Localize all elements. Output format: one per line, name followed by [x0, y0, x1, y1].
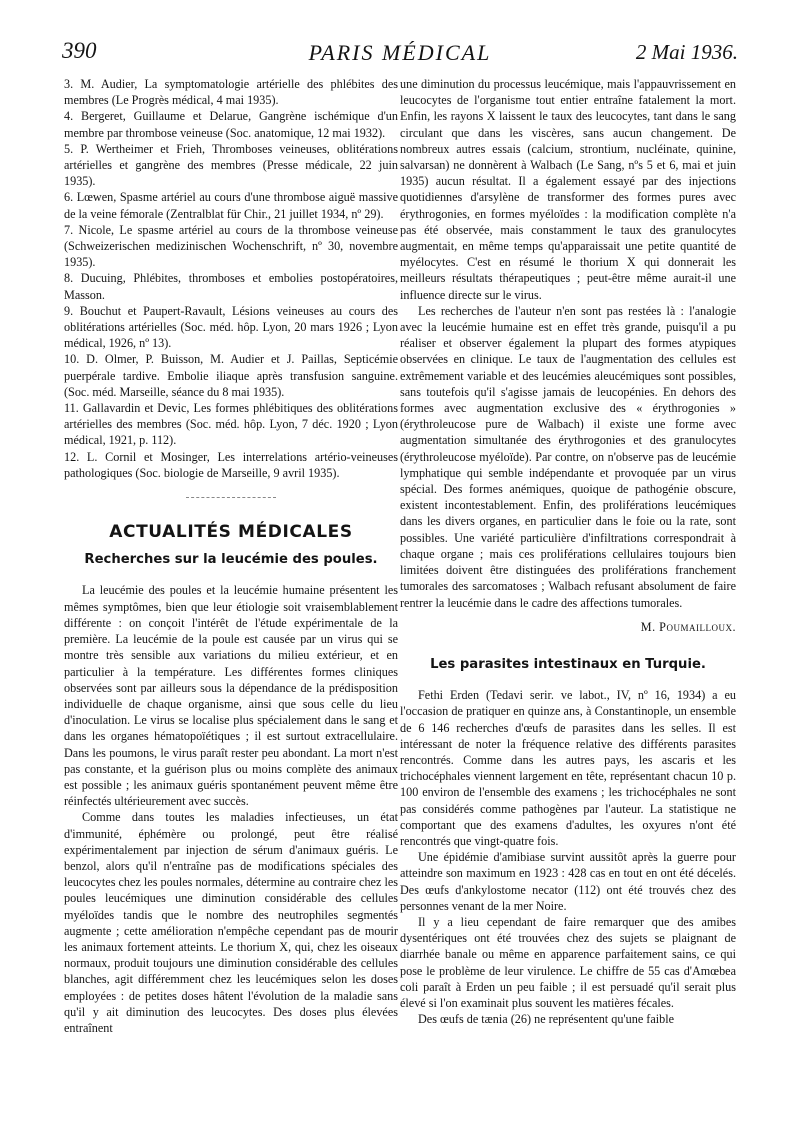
reference-item: 8. Ducuing, Phlébites, thromboses et embolies postopératoires, Masson. — [64, 271, 398, 302]
article-paragraph: La leucémie des poules et la leucémie humaine présentent les mêmes symptômes, bien que leur étiologie soit vraisemblablement différente : on conçoit l'intérêt de l'étude expérimentale de la première. La leucémie de la poule est causée par un virus qui se montre très sensible aux variations du milieu extérieur, et en particulier à la température. Les différentes formes cliniques observées sont par ailleurs sous la dépendance de la prédisposition individuelle de chaque organisme, ainsi que sous celle du lieu d'inoculation. Le virus se localise plus spécialement dans le sang et dans les organes hématopoïétiques ; il est surtout extracellulaire. Dans les poumons, le virus paraît rester peu abondant. La mort n'est pas constante, et la guérison plus ou moins complète des animaux est possible ; les animaux guéris spontanément peuvent même être réinfectés ultérieurement avec succès. — [64, 583, 398, 809]
reference-item: 3. M. Audier, La symptomatologie artérielle des phlébites des membres (Le Progrès médical, 4 mai 1935). — [64, 77, 398, 108]
right-column — [400, 76, 736, 1027]
reference-item: 10. D. Olmer, P. Buisson, M. Audier et J. Paillas, Septicémie puerpérale tardive. Embolie iliaque après transfusion sanguine. (Soc. méd. Marseille, séance du 8 mai 1935). — [64, 352, 398, 399]
reference-item: 12. L. Cornil et Mosinger, Les interrelations artério-veineuses pathologiques (Soc. biologie de Marseille, 9 avril 1935). — [64, 449, 398, 480]
reference-item: 9. Bouchut et Paupert-Ravault, Lésions veineuses au cours des oblitérations artérielles (Soc. méd. hôp. Lyon, 20 mars 1926 ; Lyon médical, 1926, nº 13). — [64, 303, 398, 351]
reference-item: 11. Gallavardin et Devic, Les formes phlébitiques des oblitérations artérielles des membres (Soc. méd. hôp. Lyon, 7 déc. 1920 ; Lyon médical, 1921, p. 112). — [64, 401, 398, 448]
article-paragraph: Les recherches de l'auteur n'en sont pas restées là : l'analogie avec la leucémie humaine est en effet très grande, puisqu'il a pu réaliser et observer également la plupart des formes atypiques observées en clinique. Le taux de l'augmentation des cellules est extrêmement variable et des leucémies aleucémiques sont possibles, sans toutefois qu'il s'agisse jamais de leucopénies. En dehors des formes avec augmentation exclusive des « érythrogonies » (érythroleucose pure de Walbach) il existe une forme avec augmentation simultanée des érythrogonies et des granulocytes (érythroleucose myéloïde). Par contre, on n'observe pas de leucémie lymphatique qui semble indépendante et provoquée par un virus spécial. Des formes anémiques, quoique de pathogénie obscure, existent incontestablement. Enfin, des proliférations leucémiques dans les divers organes, en particulier dans le foie ou la rate, sont possibles. Une variété particulière d'infiltrations correspondrait à chaque organe ; mais ces proliférations cellulaires toujours bien limitées doivent être distinguées des proliférations franchement tumorales des sarcomatoses ; Walbach refusant absolument de faire rentrer la leucémie dans le cadre des affections tumorales. — [400, 303, 736, 610]
section-divider — [186, 497, 276, 498]
reference-item: 4. Bergeret, Guillaume et Delarue, Gangrène ischémique d'un membre par thrombose veineuse (Soc. anatomique, 12 mai 1932). — [64, 109, 398, 140]
issue-date: 2 Mai 1936. — [635, 40, 738, 64]
article-paragraph: Une épidémie d'amibiase survint aussitôt après la guerre pour atteindre son maximum en 1923 : 428 cas en tout en ont été décelés. Des œufs d'ankylostome necator (112) ont été trouvés chez des personnes venant de la mer Noire. — [400, 850, 736, 913]
article-paragraph: une diminution du processus leucémique, mais l'appauvrissement en leucocytes de l'organisme tout entier entraîne fatalement la mort. Enfin, les rayons X laissent le taux des leucocytes, tant dans le sang circulant que dans les viscères, sans aucun changement. De nombreux autres essais (calcium, strontium, nucléinate, quinine, salvarsan) ne donnèrent à Walbach (Le Sang, nºs 5 et 6, mai et juin 1935) aucun résultat. Il a également essayé par des injections quotidiennes d'arsylène de transformer des formes pures avec érythrogonies, en formes myéloïdes : la modification complète n'a pas été observée, mais constamment le taux des granulocytes augmentait, en même temps qu'apparaissait une petite quantité de myélocytes. C'est en résumé le thorium X qui donnerait les meilleurs résultats thérapeutiques ; peut-être même aurait-il une influence directe sur le virus. — [400, 77, 736, 302]
author-signature: M. Poumailloux. — [640, 619, 736, 634]
article-title: Les parasites intestinaux en Turquie. — [430, 656, 706, 672]
article-paragraph: Des œufs de tænia (26) ne représentent qu'une faible — [418, 1012, 675, 1027]
reference-item: 6. Lœwen, Spasme artériel au cours d'une thrombose aiguë massive de la veine fémorale (Zentralblat für Chir., 21 juillet 1934, nº 29). — [64, 190, 398, 221]
article-paragraph: Comme dans toutes les maladies infectieuses, un état d'immunité, éphémère ou prolongé, peut être réalisé expérimentalement par injection de sérum d'animaux guéris. Le benzol, alors qu'il n'entraîne pas de modifications spéciales des leucocytes chez les poules normales, détermine au contraire chez les poules leucémiques une diminution considérable des cellules myéloïdes tandis que le nombre des neutrophiles segmentés augmente ; cette amélioration n'empêche cependant pas de mourir les animaux fortement atteints. Le thorium X, qui, chez les oiseaux normaux, produit toujours une diminution considérable des cellules blanches, agit différemment chez les leucémiques selon les doses employées : de petites doses hâtent l'évolution de la maladie sans qu'il y ait diminution des leucocytes. Des doses plus élevées entraînent — [64, 810, 398, 1035]
article-paragraph: Il y a lieu cependant de faire remarquer que des amibes dysentériques ont été trouvées chez des sujets se plaignant de diarrhée banale ou même en apparence parfaitement sains, ce qui pose le problème de leur virulence. Le chiffre de 55 cas d'Amœbea coli paraît à Erden un peu faible ; il est persuadé qu'il serait plus élevé si l'on examinait plus souvent les matières fécales. — [400, 914, 736, 1010]
left-column — [64, 76, 398, 1036]
page-number: 390 — [62, 38, 97, 63]
article-paragraph: Fethi Erden (Tedavi serir. ve labot., IV, nº 16, 1934) a eu l'occasion de pratiquer en quinze ans, à Constantinople, un ensemble de 6 146 recherches d'œufs de parasites dans les selles. Il est intéressant de noter la fréquence relative des différents parasites rencontrés. Comme dans les autres pays, les ascaris et les trichocéphales viennent largement en tête, représentant chacun 10 p. 100 environ de l'ensemble des examens ; les trichocéphales ne sont pas considérés comme pathogènes par l'auteur. La statistique ne comportant que des examens d'adultes, les oxyures n'ont été rencontrés que vingt-quatre fois. — [400, 688, 736, 848]
section-heading: ACTUALITÉS MÉDICALES — [109, 522, 353, 543]
article-title: Recherches sur la leucémie des poules. — [84, 552, 378, 568]
reference-list — [64, 76, 398, 481]
journal-title: PARIS MÉDICAL — [308, 40, 492, 65]
reference-item: 7. Nicole, Le spasme artériel au cours de la thrombose veineuse (Schweizerischen medizinischen Wochenschrift, nº 30, novembre 1935). — [64, 222, 398, 270]
reference-item: 5. P. Wertheimer et Frieh, Thromboses veineuses, oblitérations artérielles et gangrène des membres (Presse médicale, 22 juin 1935). — [64, 141, 398, 189]
page-header — [62, 38, 738, 70]
